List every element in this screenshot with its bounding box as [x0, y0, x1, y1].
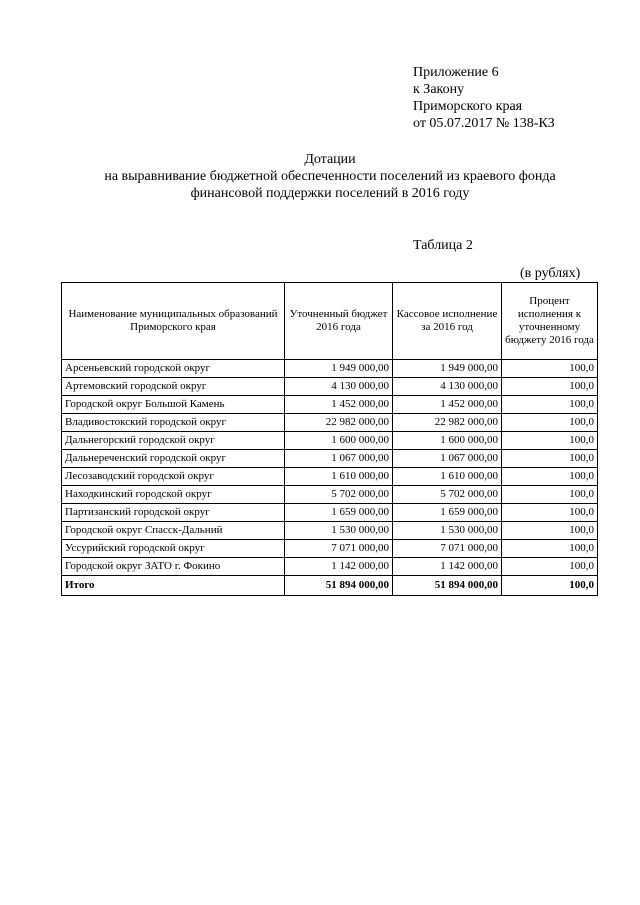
table-row	[62, 468, 598, 486]
cell-budget: 1 530 000,00	[285, 522, 393, 540]
table-header-row	[62, 283, 598, 360]
cell-budget: 5 702 000,00	[285, 486, 393, 504]
cell-budget: 4 130 000,00	[285, 378, 393, 396]
table-row	[62, 540, 598, 558]
cell-percent: 100,0	[502, 360, 598, 378]
table-body	[62, 360, 598, 596]
cell-name: Городской округ Спасск-Дальний	[62, 522, 285, 540]
cell-budget: 1 067 000,00	[285, 450, 393, 468]
title-line: на выравнивание бюджетной обеспеченности поселений из краевого фонда	[104, 169, 556, 184]
title-line: финансовой поддержки поселений в 2016 году	[190, 186, 470, 201]
table-row	[62, 450, 598, 468]
total-cell-budget: 51 894 000,00	[285, 576, 393, 596]
cell-name: Дальнереченский городской округ	[62, 450, 285, 468]
title-line: Дотации	[304, 152, 356, 167]
cell-name: Находкинский городской округ	[62, 486, 285, 504]
total-cell-percent: 100,0	[502, 576, 598, 596]
cell-percent: 100,0	[502, 378, 598, 396]
table-row	[62, 378, 598, 396]
cell-cash: 1 949 000,00	[393, 360, 502, 378]
total-cell-cash: 51 894 000,00	[393, 576, 502, 596]
cell-name: Городской округ Большой Камень	[62, 396, 285, 414]
cell-cash: 22 982 000,00	[393, 414, 502, 432]
cell-name: Городской округ ЗАТО г. Фокино	[62, 558, 285, 576]
cell-name: Уссурийский городской округ	[62, 540, 285, 558]
cell-budget: 1 600 000,00	[285, 432, 393, 450]
cell-budget: 7 071 000,00	[285, 540, 393, 558]
appendix-line: от 05.07.2017 № 138-КЗ	[413, 116, 555, 131]
cell-name: Лесозаводский городской округ	[62, 468, 285, 486]
table-row	[62, 360, 598, 378]
cell-cash: 1 610 000,00	[393, 468, 502, 486]
cell-percent: 100,0	[502, 486, 598, 504]
total-cell-name: Итого	[62, 576, 285, 596]
cell-budget: 1 610 000,00	[285, 468, 393, 486]
cell-name: Арсеньевский городской округ	[62, 360, 285, 378]
cell-percent: 100,0	[502, 450, 598, 468]
cell-percent: 100,0	[502, 432, 598, 450]
cell-cash: 1 142 000,00	[393, 558, 502, 576]
cell-budget: 1 452 000,00	[285, 396, 393, 414]
cell-name: Артемовский городской округ	[62, 378, 285, 396]
cell-cash: 1 530 000,00	[393, 522, 502, 540]
document-title	[60, 151, 600, 202]
table-row	[62, 522, 598, 540]
cell-budget: 1 142 000,00	[285, 558, 393, 576]
cell-percent: 100,0	[502, 504, 598, 522]
cell-cash: 1 600 000,00	[393, 432, 502, 450]
header-budget: Уточненный бюджет 2016 года	[285, 283, 393, 360]
cell-percent: 100,0	[502, 414, 598, 432]
header-name: Наименование муниципальных образований Приморского края	[62, 283, 285, 360]
cell-cash: 5 702 000,00	[393, 486, 502, 504]
table-total-row	[62, 576, 598, 596]
table-row	[62, 504, 598, 522]
cell-budget: 1 659 000,00	[285, 504, 393, 522]
table-row	[62, 558, 598, 576]
units-label: (в рублях)	[520, 266, 581, 281]
cell-cash: 1 452 000,00	[393, 396, 502, 414]
cell-name: Дальнегорский городской округ	[62, 432, 285, 450]
appendix-line: Приложение 6	[413, 65, 499, 80]
cell-cash: 1 067 000,00	[393, 450, 502, 468]
cell-budget: 22 982 000,00	[285, 414, 393, 432]
table-row	[62, 486, 598, 504]
appendix-line: к Закону	[413, 82, 465, 97]
header-percent: Процент исполнения к уточненному бюджету 2016 года	[502, 283, 598, 360]
table-label: Таблица 2	[413, 238, 473, 253]
cell-percent: 100,0	[502, 540, 598, 558]
cell-percent: 100,0	[502, 396, 598, 414]
cell-percent: 100,0	[502, 468, 598, 486]
subsidies-table	[61, 282, 598, 596]
header-cash: Кассовое исполнение за 2016 год	[393, 283, 502, 360]
cell-percent: 100,0	[502, 522, 598, 540]
appendix-reference	[413, 64, 555, 132]
table-row	[62, 432, 598, 450]
table-row	[62, 396, 598, 414]
cell-name: Владивостокский городской округ	[62, 414, 285, 432]
cell-cash: 7 071 000,00	[393, 540, 502, 558]
cell-budget: 1 949 000,00	[285, 360, 393, 378]
table-row	[62, 414, 598, 432]
appendix-line: Приморского края	[413, 99, 523, 114]
cell-name: Партизанский городской округ	[62, 504, 285, 522]
cell-cash: 1 659 000,00	[393, 504, 502, 522]
cell-cash: 4 130 000,00	[393, 378, 502, 396]
cell-percent: 100,0	[502, 558, 598, 576]
